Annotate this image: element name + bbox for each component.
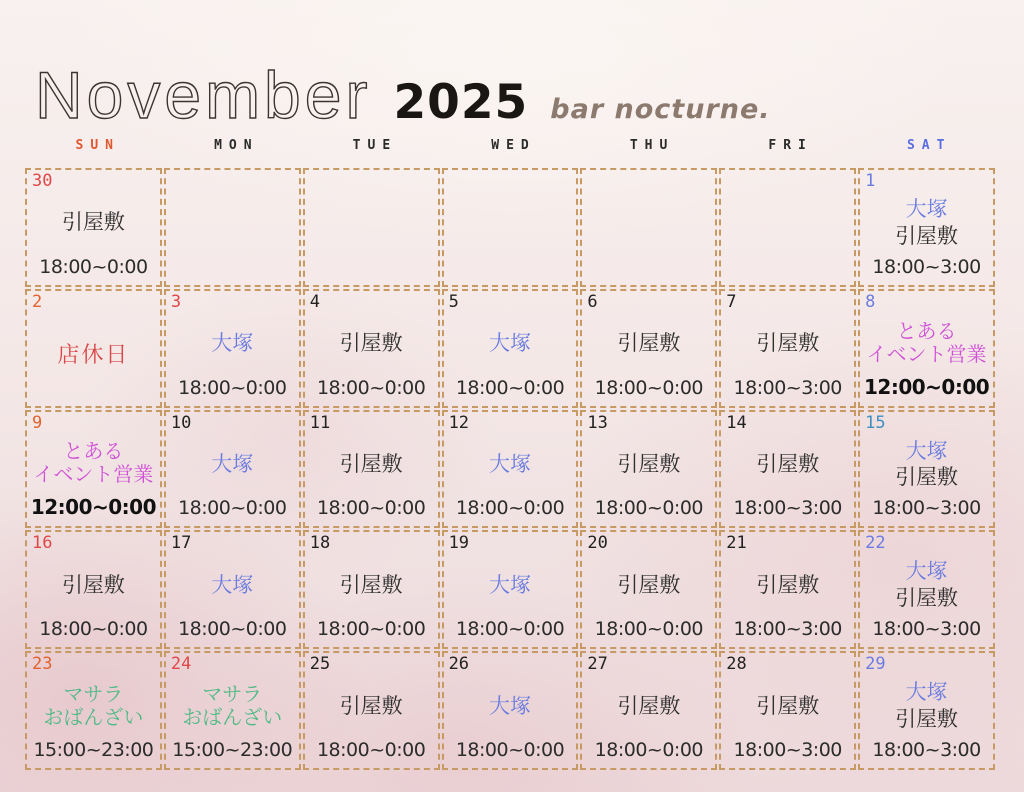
cell-body — [723, 552, 852, 618]
menu-label: マサラ — [202, 682, 263, 707]
cell-body — [584, 311, 713, 377]
time-range: 18:00~3:00 — [733, 497, 842, 520]
calendar-cell-17 — [164, 530, 301, 649]
calendar-cell-14 — [719, 410, 856, 529]
time-range: 18:00~3:00 — [872, 618, 981, 641]
month-title: November — [35, 58, 372, 132]
time-range: 12:00~0:00 — [30, 495, 156, 520]
cell-body — [168, 673, 297, 739]
calendar-cell-16 — [25, 530, 162, 649]
calendar-cell-28 — [719, 651, 856, 770]
date-number: 18 — [309, 533, 331, 554]
cell-body — [307, 432, 436, 498]
calendar-cell-6 — [580, 289, 717, 408]
time-range: 18:00~3:00 — [733, 376, 842, 399]
event-label: イベント営業 — [866, 341, 987, 366]
date-number: 26 — [448, 654, 470, 675]
cell-body — [307, 311, 436, 377]
calendar-cell-22 — [858, 530, 995, 649]
cell-body — [168, 552, 297, 618]
time-range: 18:00~3:00 — [733, 618, 842, 641]
date-number: 7 — [726, 291, 737, 312]
date-number: 4 — [309, 291, 320, 312]
staff-name: 引屋敷 — [339, 693, 403, 718]
time-range: 18:00~0:00 — [178, 497, 287, 520]
staff-name: 大塚 — [488, 693, 531, 718]
calendar-cell-21 — [719, 530, 856, 649]
calendar-cell-11 — [303, 410, 440, 529]
calendar-cell-2 — [25, 289, 162, 408]
calendar-cell-8 — [858, 289, 995, 408]
calendar-cell-29 — [858, 651, 995, 770]
calendar-grid — [25, 168, 995, 770]
calendar-cell-5 — [442, 289, 579, 408]
date-number: 5 — [448, 291, 459, 312]
time-range: 18:00~0:00 — [594, 497, 704, 520]
weekday-label-fri: FRI — [768, 138, 813, 153]
time-range: 18:00~0:00 — [455, 739, 565, 761]
time-range: 18:00~3:00 — [733, 739, 842, 761]
date-number: 21 — [726, 533, 747, 554]
calendar-cell-3 — [164, 289, 301, 408]
calendar-cell-10 — [164, 410, 301, 529]
date-number: 29 — [865, 654, 886, 675]
staff-name: 引屋敷 — [617, 572, 681, 597]
date-number: 2 — [32, 291, 43, 312]
staff-name: 引屋敷 — [895, 707, 959, 732]
date-number: 20 — [587, 533, 608, 554]
weekday-label-sat: SAT — [906, 138, 952, 153]
weekday-label-tue: TUE — [352, 138, 398, 153]
date-number: 14 — [726, 412, 747, 433]
cell-body — [446, 673, 575, 739]
time-range: 18:00~0:00 — [455, 618, 565, 641]
date-number: 23 — [32, 654, 53, 675]
cell-body — [168, 432, 297, 498]
staff-name: 大塚 — [211, 331, 254, 356]
staff-name: 大塚 — [905, 680, 948, 705]
calendar-cell-4 — [303, 289, 440, 408]
cell-body — [446, 311, 575, 377]
staff-name: 引屋敷 — [339, 331, 403, 356]
date-number: 10 — [170, 412, 192, 433]
weekday-label-thu: THU — [629, 138, 675, 153]
time-range: 15:00~23:00 — [172, 739, 293, 761]
cell-body — [168, 190, 297, 280]
staff-name: 大塚 — [211, 572, 254, 597]
date-number: 19 — [448, 533, 470, 554]
date-number: 8 — [865, 291, 876, 312]
calendar-cell-12 — [442, 410, 579, 529]
cell-body — [446, 432, 575, 498]
cell-body — [723, 432, 852, 498]
calendar-cell-19 — [442, 530, 579, 649]
cell-body — [307, 190, 436, 280]
staff-name: 引屋敷 — [756, 331, 820, 356]
time-range: 18:00~0:00 — [594, 739, 704, 761]
date-number: 17 — [170, 533, 192, 554]
cell-body — [168, 311, 297, 377]
weekday-label-mon: MON — [214, 138, 259, 153]
staff-name: 大塚 — [488, 452, 531, 477]
staff-name: 大塚 — [905, 559, 948, 584]
time-range: 18:00~0:00 — [39, 618, 148, 641]
calendar-header — [35, 58, 771, 132]
time-range: 12:00~0:00 — [863, 374, 990, 399]
time-range: 18:00~0:00 — [178, 618, 287, 641]
calendar-cell-empty — [303, 168, 440, 287]
cell-body — [862, 311, 991, 375]
time-range: 18:00~3:00 — [872, 739, 981, 761]
calendar-cell-24 — [164, 651, 301, 770]
staff-name: 引屋敷 — [756, 452, 820, 477]
cell-body — [723, 311, 852, 377]
calendar-cell-20 — [580, 530, 717, 649]
date-number: 16 — [32, 533, 53, 554]
time-range: 18:00~0:00 — [316, 618, 426, 641]
calendar-cell-empty — [719, 168, 856, 287]
calendar-cell-13 — [580, 410, 717, 529]
time-range: 18:00~0:00 — [316, 376, 426, 399]
cell-body — [29, 190, 158, 256]
calendar-cell-27 — [580, 651, 717, 770]
menu-label: おばんざい — [182, 705, 283, 730]
time-range: 18:00~0:00 — [455, 497, 565, 520]
date-number: 15 — [865, 412, 886, 433]
calendar-cell-25 — [303, 651, 440, 770]
event-label: とある — [896, 318, 957, 343]
calendar-cell-7 — [719, 289, 856, 408]
staff-name: 大塚 — [905, 438, 948, 463]
calendar-cell-18 — [303, 530, 440, 649]
date-number: 27 — [587, 654, 608, 675]
time-range: 18:00~0:00 — [594, 618, 704, 641]
staff-name: 引屋敷 — [617, 331, 681, 356]
year-label: 2025 — [393, 75, 529, 130]
menu-label: マサラ — [63, 682, 124, 707]
date-number: 28 — [726, 654, 747, 675]
calendar-cell-empty — [442, 168, 579, 287]
date-number: 3 — [170, 291, 182, 312]
staff-name: 引屋敷 — [756, 693, 820, 718]
cell-body — [307, 552, 436, 618]
calendar-cell-26 — [442, 651, 579, 770]
calendar-cell-9 — [25, 410, 162, 529]
time-range: 18:00~0:00 — [455, 376, 565, 399]
cell-body — [446, 552, 575, 618]
cell-body — [584, 432, 713, 498]
time-range: 18:00~0:00 — [316, 739, 426, 761]
date-number: 30 — [32, 171, 53, 191]
weekday-header — [25, 138, 995, 153]
brand-label: bar nocturne. — [550, 94, 771, 125]
cell-body — [29, 311, 158, 401]
time-range: 18:00~3:00 — [872, 255, 981, 278]
calendar-cell-empty — [580, 168, 717, 287]
date-number: 9 — [32, 412, 43, 433]
time-range: 18:00~3:00 — [872, 497, 981, 520]
date-number: 6 — [587, 291, 598, 312]
cell-body — [307, 673, 436, 739]
calendar-cell-30 — [25, 168, 162, 287]
staff-name: 大塚 — [211, 452, 254, 477]
calendar-cell-15 — [858, 410, 995, 529]
date-number: 25 — [309, 654, 331, 675]
staff-name: 引屋敷 — [339, 452, 403, 477]
event-label: イベント営業 — [33, 462, 154, 487]
staff-name: 引屋敷 — [895, 465, 959, 490]
time-range: 18:00~0:00 — [594, 376, 704, 399]
staff-name: 引屋敷 — [61, 210, 125, 235]
cell-body — [29, 673, 158, 739]
calendar-cell-empty — [164, 168, 301, 287]
cell-body — [862, 190, 991, 256]
cell-body — [446, 190, 575, 280]
weekday-label-sun: SUN — [75, 138, 121, 153]
cell-body — [29, 552, 158, 618]
staff-name: 引屋敷 — [339, 572, 403, 597]
staff-name: 引屋敷 — [617, 452, 681, 477]
cell-body — [584, 552, 713, 618]
cell-body — [584, 190, 713, 280]
cell-body — [584, 673, 713, 739]
staff-name: 引屋敷 — [895, 223, 959, 248]
staff-name: 大塚 — [905, 197, 948, 222]
staff-name: 引屋敷 — [756, 572, 820, 597]
time-range: 18:00~0:00 — [39, 255, 148, 278]
cell-body — [723, 673, 852, 739]
time-range: 18:00~0:00 — [316, 497, 426, 520]
date-number: 1 — [865, 171, 876, 191]
event-label: とある — [63, 439, 124, 464]
date-number: 13 — [587, 412, 608, 433]
time-range: 18:00~0:00 — [178, 376, 287, 399]
staff-name: 引屋敷 — [61, 572, 125, 597]
menu-label: おばんざい — [43, 705, 144, 730]
staff-name: 大塚 — [488, 331, 531, 356]
date-number: 22 — [865, 533, 886, 554]
staff-name: 大塚 — [488, 572, 531, 597]
date-number: 12 — [448, 412, 470, 433]
date-number: 24 — [170, 654, 192, 675]
date-number: 11 — [309, 412, 331, 433]
cell-body — [723, 190, 852, 280]
calendar-cell-23 — [25, 651, 162, 770]
time-range: 15:00~23:00 — [33, 739, 154, 761]
weekday-label-wed: WED — [491, 138, 536, 153]
cell-body — [29, 432, 158, 496]
staff-name: 引屋敷 — [617, 693, 681, 718]
cell-body — [862, 673, 991, 739]
staff-name: 引屋敷 — [895, 586, 959, 611]
cell-body — [862, 432, 991, 498]
cell-body — [862, 552, 991, 618]
closed-label: 店休日 — [57, 342, 130, 368]
calendar-cell-1 — [858, 168, 995, 287]
